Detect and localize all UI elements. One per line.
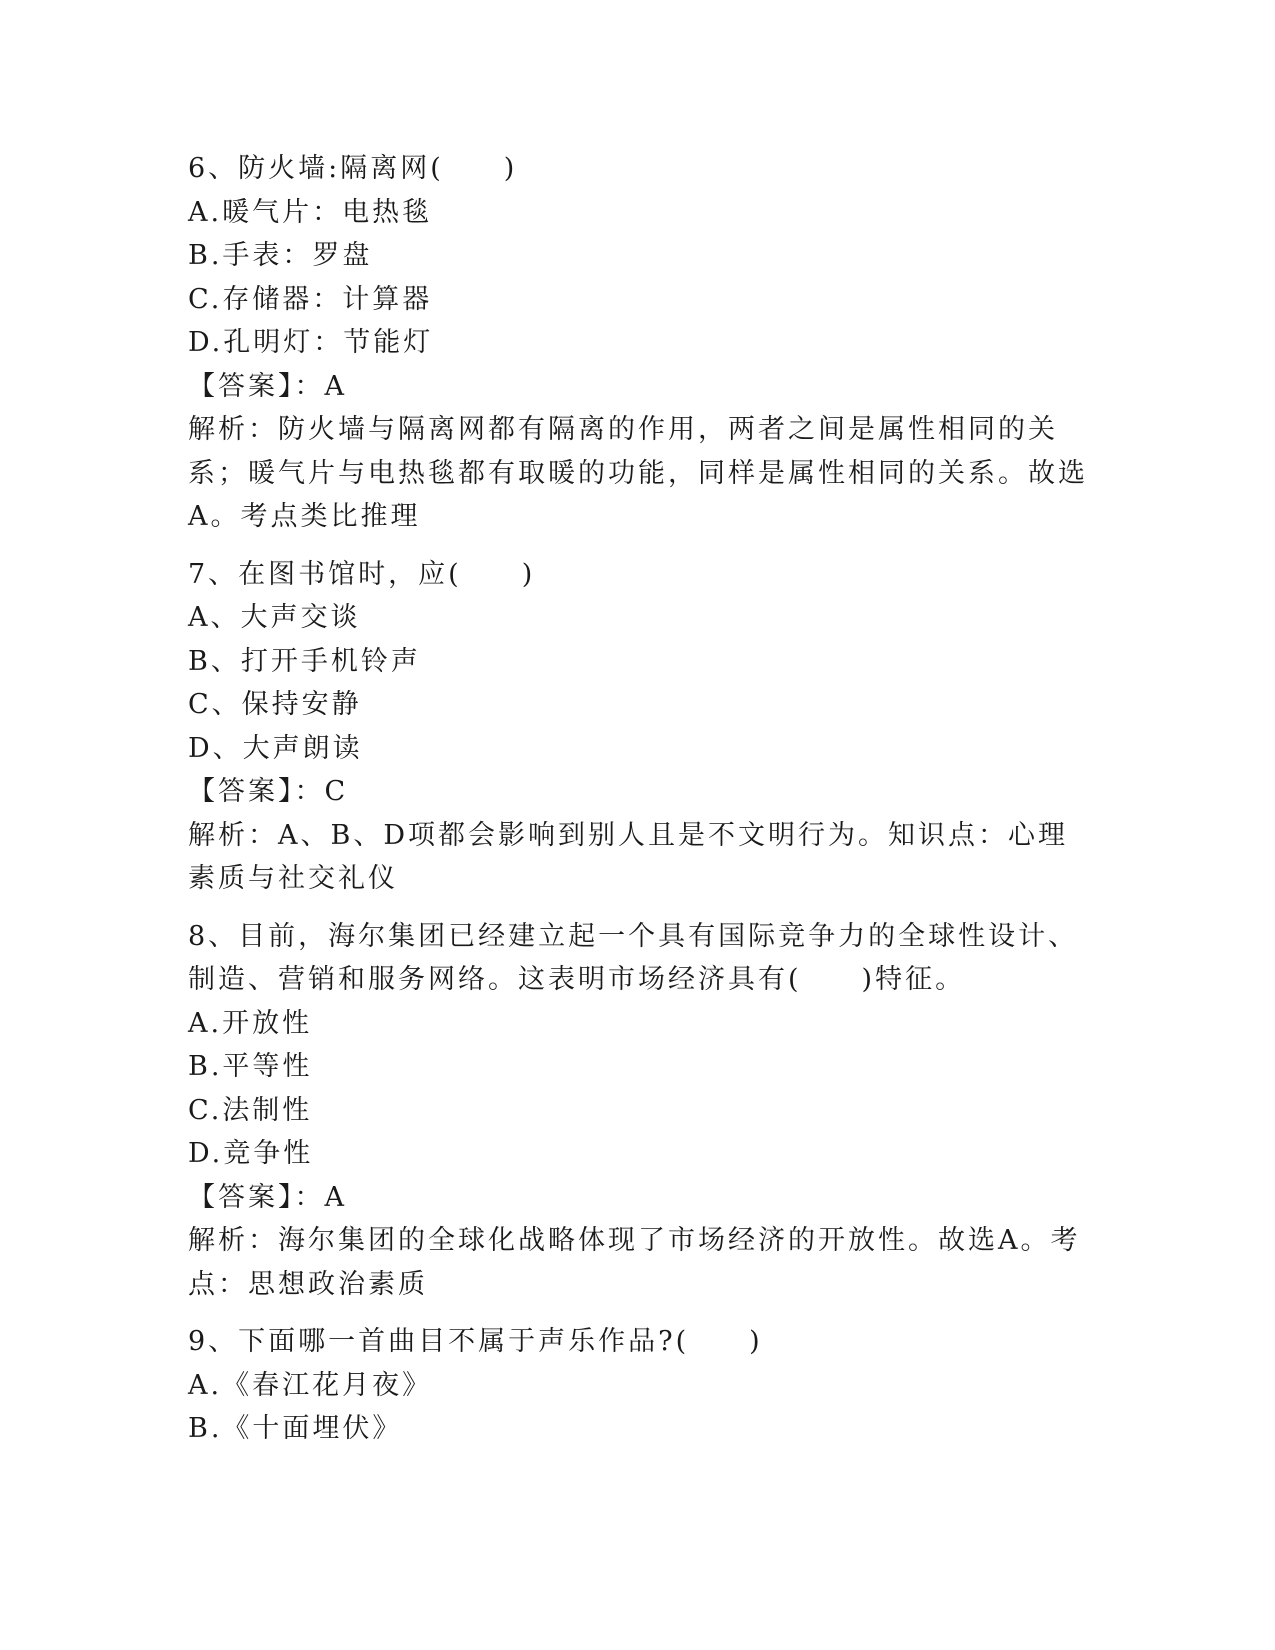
option-a: A.开放性 [188, 1007, 313, 1039]
option-a: A.《春江花月夜》 [188, 1369, 433, 1401]
answer: 【答案】：C [188, 776, 349, 807]
answer: 【答案】：A [188, 370, 347, 402]
option-c: C.法制性 [188, 1094, 313, 1126]
question-stem: 9、下面哪一首曲目不属于声乐作品?( ) [188, 1326, 763, 1357]
question-6 [188, 147, 1088, 539]
option-a: A、大声交谈 [188, 602, 361, 633]
option-c: C、保持安静 [188, 689, 362, 720]
option-d: D.孔明灯：节能灯 [188, 327, 434, 358]
question-7 [188, 553, 1088, 901]
analysis: 解析：防火墙与隔离网都有隔离的作用，两者之间是属性相同的关系；暖气片与电热毯都有取暖的功能，同样是属性相同的关系。故选A。考点类比推理 [188, 414, 1088, 532]
question-stem: 6、防火墙:隔离网( ) [188, 153, 518, 184]
question-8 [188, 915, 1088, 1307]
analysis: 解析：A、B、D项都会影响到别人且是不文明行为。知识点：心理素质与社交礼仪 [188, 819, 1068, 894]
option-b: B.手表：罗盘 [188, 240, 373, 271]
analysis: 解析：海尔集团的全球化战略体现了市场经济的开放性。故选A。考点：思想政治素质 [188, 1225, 1081, 1300]
question-list [188, 147, 1088, 1451]
question-9 [188, 1320, 1088, 1451]
answer: 【答案】：A [188, 1181, 347, 1213]
option-b: B.平等性 [188, 1051, 313, 1082]
question-stem: 7、在图书馆时，应( ) [188, 558, 536, 590]
option-c: C.存储器：计算器 [188, 283, 433, 315]
option-b: B、打开手机铃声 [188, 645, 421, 677]
option-b: B.《十面埋伏》 [188, 1413, 403, 1444]
option-d: D.竞争性 [188, 1138, 314, 1169]
option-a: A.暖气片：电热毯 [188, 196, 433, 228]
question-stem: 8、目前，海尔集团已经建立起一个具有国际竞争力的全球性设计、制造、营销和服务网络。这表明市场经济具有( )特征。 [188, 920, 1079, 995]
option-d: D、大声朗读 [188, 732, 363, 764]
